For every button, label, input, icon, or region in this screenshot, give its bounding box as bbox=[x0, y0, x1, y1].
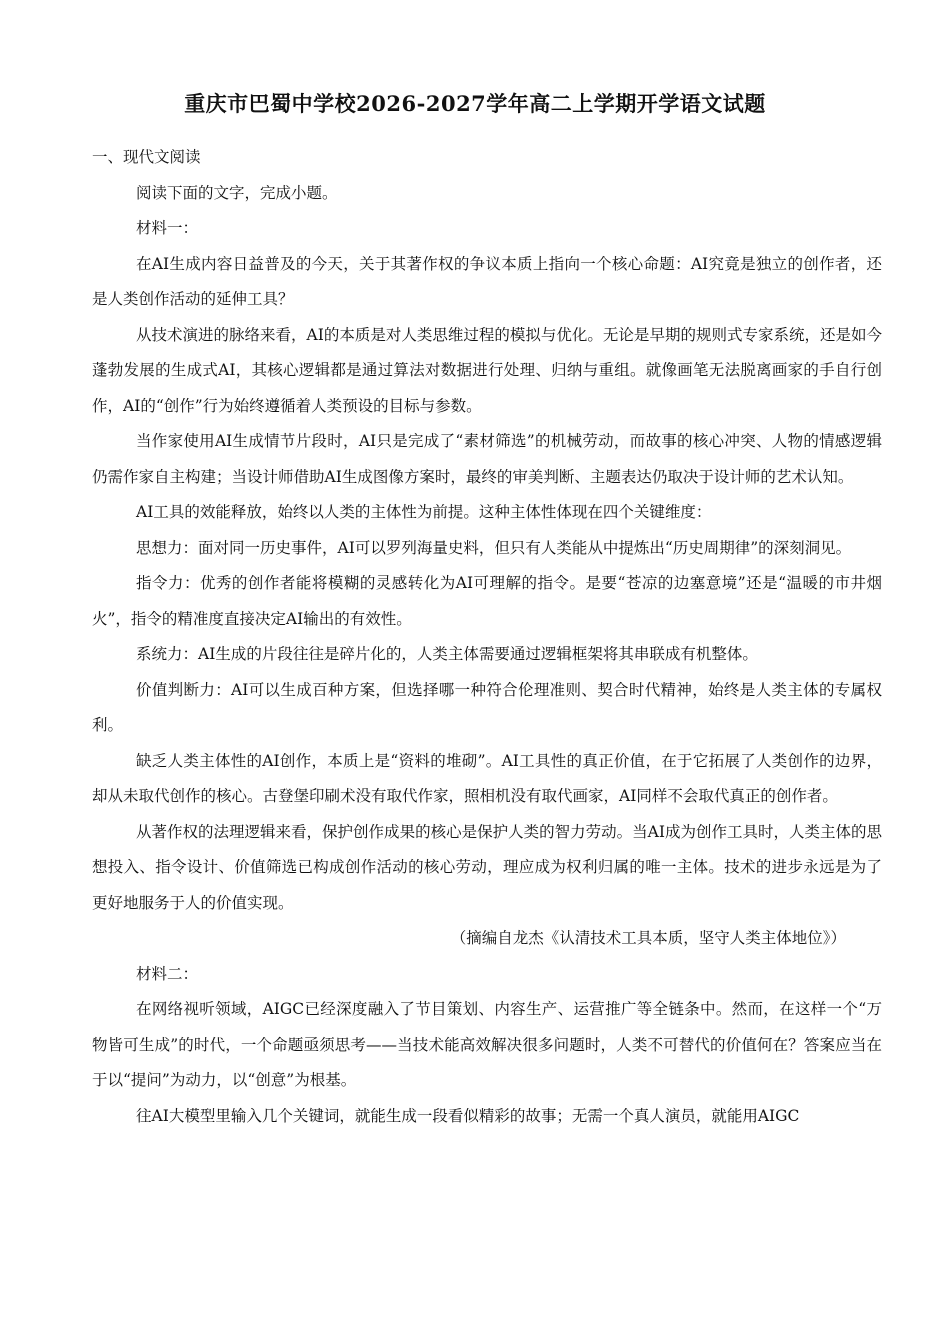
document-body bbox=[92, 140, 882, 1134]
page-title: 重庆市巴蜀中学校2026-2027学年高二上学期开学语文试题 bbox=[184, 91, 766, 116]
instruction-text: 阅读下面的文字，完成小题。 bbox=[136, 183, 338, 202]
material2-label: 材料二： bbox=[136, 964, 199, 983]
material1-paragraph: 系统力：AI生成的片段往往是碎片化的，人类主体需要通过逻辑框架将其串联成有机整体。 bbox=[136, 645, 758, 663]
material1-source: （摘编自龙杰《认清技术工具本质，坚守人类主体地位》） bbox=[450, 929, 846, 947]
material1-paragraph: 缺乏人类主体性的AI创作，本质上是“资料的堆砌”。AI工具性的真正价值，在于它拓展了人类创作的边界，却从未取代创作的核心。古登堡印刷术没有取代作家，照相机没有取代画家，AI同样不会取代真正的创作者。 bbox=[92, 751, 882, 805]
section-heading: 一、现代文阅读 bbox=[92, 148, 201, 166]
material1-paragraph: 价值判断力：AI可以生成百种方案，但选择哪一种符合伦理准则、契合时代精神，始终是人类主体的专属权利。 bbox=[92, 680, 882, 734]
material1-paragraph: 从技术演进的脉络来看，AI的本质是对人类思维过程的模拟与优化。无论是早期的规则式专家系统，还是如今蓬勃发展的生成式AI，其核心逻辑都是通过算法对数据进行处理、归纳与重组。就像画笔无法脱离画家的手自行创作，AI的“创作”行为始终遵循着人类预设的目标与参数。 bbox=[92, 325, 882, 415]
material1-paragraph: 指令力：优秀的创作者能将模糊的灵感转化为AI可理解的指令。是要“苍凉的边塞意境”还是“温暖的市井烟火”，指令的精准度直接决定AI输出的有效性。 bbox=[92, 574, 882, 628]
material1-paragraph: AI工具的效能释放，始终以人类的主体性为前提。这种主体性体现在四个关键维度： bbox=[136, 503, 712, 521]
material1-paragraph: 从著作权的法理逻辑来看，保护创作成果的核心是保护人类的智力劳动。当AI成为创作工具时，人类主体的思想投入、指令设计、价值筛选已构成创作活动的核心劳动，理应成为权利归属的唯一主体。技术的进步永远是为了更好地服务于人的价值实现。 bbox=[92, 822, 882, 912]
material1-paragraph: 当作家使用AI生成情节片段时，AI只是完成了“素材筛选”的机械劳动，而故事的核心冲突、人物的情感逻辑仍需作家自主构建；当设计师借助AI生成图像方案时，最终的审美判断、主题表达仍取决于设计师的艺术认知。 bbox=[92, 432, 882, 486]
material1-label: 材料一： bbox=[136, 219, 199, 237]
material2-paragraph: 在网络视听领域，AIGC已经深度融入了节目策划、内容生产、运营推广等全链条中。然而，在这样一个“万物皆可生成”的时代，一个命题亟须思考——当技术能高效解决很多问题时，人类不可替代的价值何在？答案应当在于以“提问”为动力，以“创意”为根基。 bbox=[92, 1000, 882, 1089]
material2-paragraph: 往AI大模型里输入几个关键词，就能生成一段看似精彩的故事；无需一个真人演员，就能用AIGC bbox=[136, 1106, 800, 1125]
material1-paragraph: 在AI生成内容日益普及的今天，关于其著作权的争议本质上指向一个核心命题：AI究竟是独立的创作者，还是人类创作活动的延伸工具？ bbox=[92, 254, 882, 308]
material1-paragraph: 思想力：面对同一历史事件，AI可以罗列海量史料，但只有人类能从中提炼出“历史周期律”的深刻洞见。 bbox=[136, 538, 852, 557]
